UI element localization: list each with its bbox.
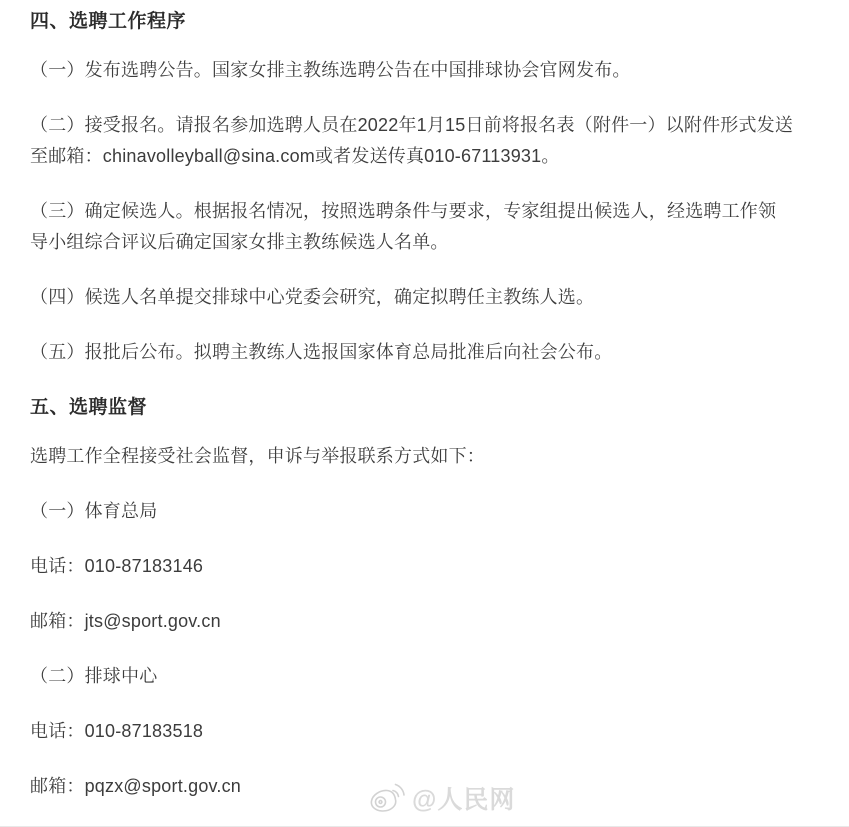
para-sport-bureau-email: 邮箱：jts@sport.gov.cn (30, 611, 221, 631)
para-sport-bureau-phone: 电话：010-87183146 (30, 556, 204, 576)
para-sport-bureau: （一）体育总局 (30, 501, 158, 521)
notice-body (30, 6, 794, 826)
para-public-release: （五）报批后公布。拟聘主教练人选报国家体育总局批准后向社会公布。 (30, 342, 613, 362)
para-candidates: （三）确定候选人。根据报名情况，按照选聘条件与要求，专家组提出候选人，经选聘工作领导小组综合评议后确定国家女排主教练候选人名单。 (30, 201, 777, 252)
para-supervision-intro: 选聘工作全程接受社会监督，申诉与举报联系方式如下： (30, 446, 485, 466)
para-volleyball-center-email: 邮箱：pqzx@sport.gov.cn (30, 776, 242, 796)
para-volleyball-center: （二）排球中心 (30, 666, 158, 686)
para-registration: （二）接受报名。请报名参加选聘人员在2022年1月15日前将报名表（附件一）以附件形式发送至邮箱：chinavolleyball@sina.com或者发送传真010-67113931。 (30, 115, 794, 166)
para-committee-review: （四）候选人名单提交排球中心党委会研究，确定拟聘任主教练人选。 (30, 287, 595, 307)
weibo-icon (366, 778, 408, 818)
para-volleyball-center-phone: 电话：010-87183518 (30, 721, 204, 741)
heading-supervision: 五、选聘监督 (30, 397, 148, 418)
heading-recruitment-procedure: 四、选聘工作程序 (30, 11, 187, 32)
watermark (366, 778, 515, 818)
para-announcement: （一）发布选聘公告。国家女排主教练选聘公告在中国排球协会官网发布。 (30, 60, 631, 80)
watermark-text: @人民网 (412, 786, 516, 814)
